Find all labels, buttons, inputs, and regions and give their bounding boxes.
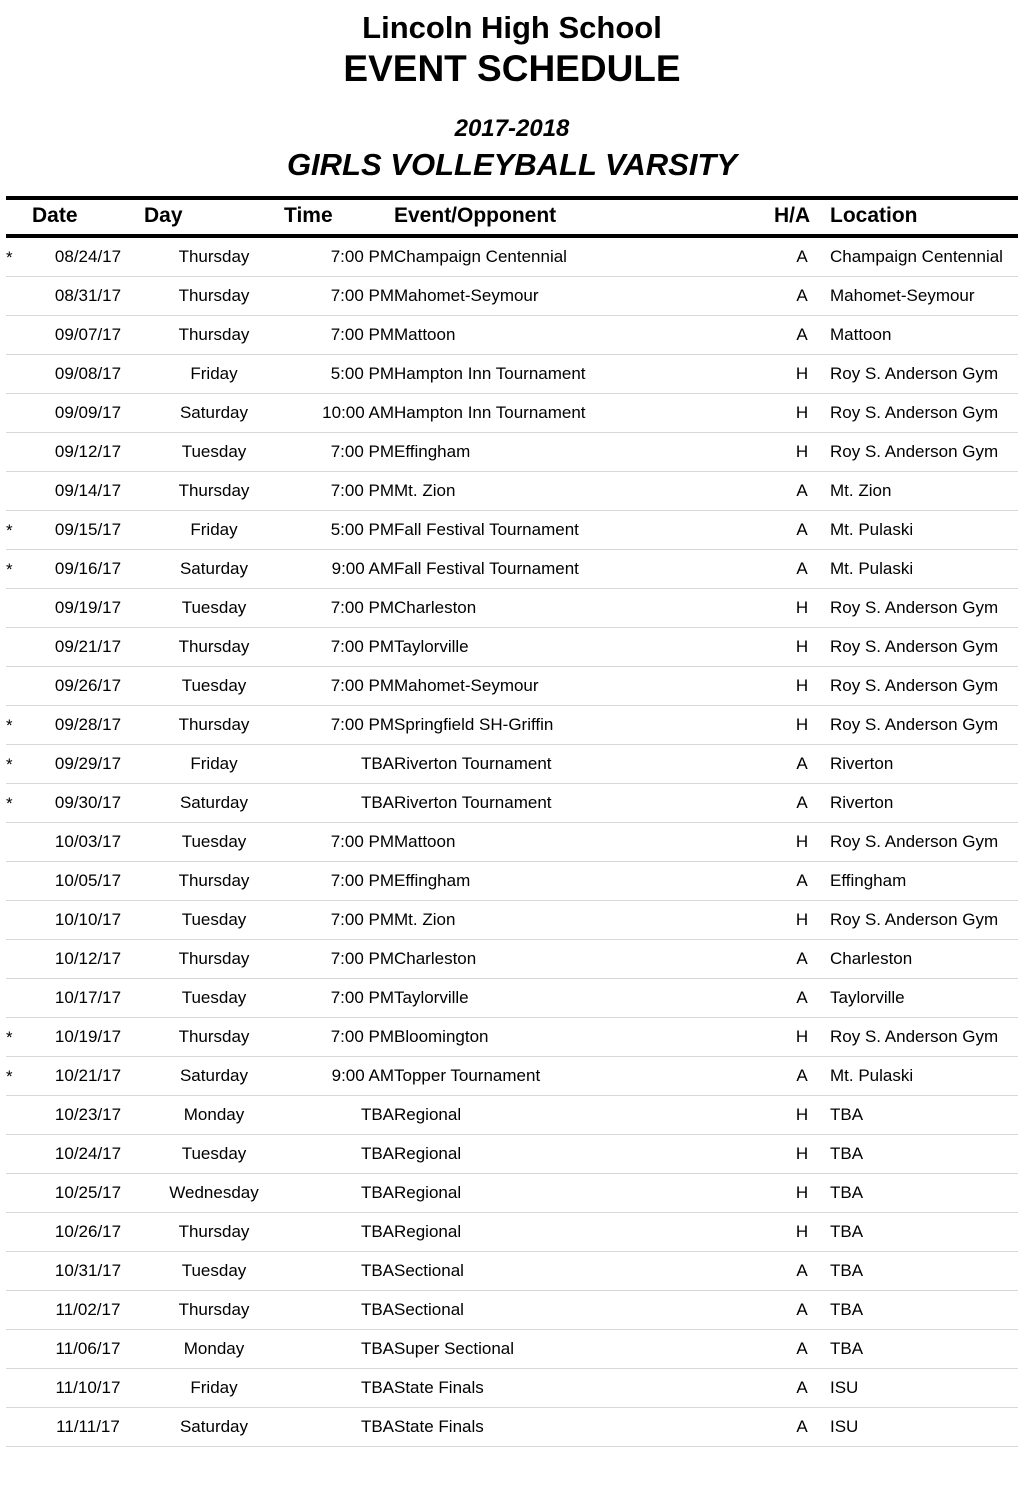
row-time: 7:00 PM — [284, 277, 394, 316]
row-time: 7:00 PM — [284, 472, 394, 511]
column-header-location: Location — [830, 204, 918, 228]
row-day: Friday — [144, 355, 284, 394]
row-ha: A — [774, 472, 830, 511]
table-row — [6, 1174, 1018, 1213]
row-time: TBA — [284, 1213, 394, 1252]
row-location: TBA — [830, 1291, 1018, 1330]
row-date: 10/03/17 — [32, 823, 144, 862]
row-location: Taylorville — [830, 979, 1018, 1018]
table-row — [6, 667, 1018, 706]
row-date: 09/15/17 — [32, 511, 144, 550]
table-row — [6, 236, 1018, 277]
row-event: Riverton Tournament — [394, 784, 774, 823]
row-event: Mahomet-Seymour — [394, 667, 774, 706]
row-date: 11/02/17 — [32, 1291, 144, 1330]
row-day: Thursday — [144, 1018, 284, 1057]
row-event: Fall Festival Tournament — [394, 511, 774, 550]
row-event: State Finals — [394, 1369, 774, 1408]
row-time: TBA — [284, 1369, 394, 1408]
row-ha: A — [774, 979, 830, 1018]
table-row — [6, 1096, 1018, 1135]
row-location: Roy S. Anderson Gym — [830, 433, 1018, 472]
row-location: TBA — [830, 1096, 1018, 1135]
row-location: Charleston — [830, 940, 1018, 979]
row-time: 9:00 AM — [284, 1057, 394, 1096]
row-date: 09/30/17 — [32, 784, 144, 823]
row-star — [6, 277, 32, 316]
row-event: Mattoon — [394, 316, 774, 355]
document-header — [0, 0, 1024, 182]
row-date: 10/10/17 — [32, 901, 144, 940]
row-event: Hampton Inn Tournament — [394, 355, 774, 394]
row-day: Thursday — [144, 862, 284, 901]
row-event: Sectional — [394, 1252, 774, 1291]
row-star — [6, 862, 32, 901]
column-header-date: Date — [32, 204, 78, 228]
table-row — [6, 433, 1018, 472]
row-ha: H — [774, 901, 830, 940]
row-date: 10/24/17 — [32, 1135, 144, 1174]
row-date: 09/07/17 — [32, 316, 144, 355]
table-row — [6, 784, 1018, 823]
table-row — [6, 862, 1018, 901]
row-ha: A — [774, 1057, 830, 1096]
row-time: TBA — [284, 1408, 394, 1447]
row-ha: A — [774, 277, 830, 316]
row-event: Taylorville — [394, 979, 774, 1018]
row-time: TBA — [284, 1174, 394, 1213]
row-star — [6, 667, 32, 706]
row-time: 7:00 PM — [284, 823, 394, 862]
row-location: Roy S. Anderson Gym — [830, 901, 1018, 940]
row-date: 09/16/17 — [32, 550, 144, 589]
row-ha: A — [774, 745, 830, 784]
row-star — [6, 394, 32, 433]
row-date: 10/25/17 — [32, 1174, 144, 1213]
row-event: Regional — [394, 1174, 774, 1213]
row-time: TBA — [284, 1291, 394, 1330]
table-row — [6, 589, 1018, 628]
row-date: 11/06/17 — [32, 1330, 144, 1369]
row-ha: A — [774, 1330, 830, 1369]
row-date: 11/10/17 — [32, 1369, 144, 1408]
row-ha: A — [774, 511, 830, 550]
row-date: 09/14/17 — [32, 472, 144, 511]
row-ha: H — [774, 706, 830, 745]
row-location: Mt. Zion — [830, 472, 1018, 511]
table-row — [6, 511, 1018, 550]
row-ha: A — [774, 316, 830, 355]
row-time: 5:00 PM — [284, 511, 394, 550]
row-location: TBA — [830, 1135, 1018, 1174]
row-event: Bloomington — [394, 1018, 774, 1057]
row-day: Thursday — [144, 706, 284, 745]
row-day: Saturday — [144, 784, 284, 823]
column-header-event: Event/Opponent — [394, 204, 557, 228]
row-star — [6, 1291, 32, 1330]
table-row — [6, 901, 1018, 940]
row-location: Roy S. Anderson Gym — [830, 667, 1018, 706]
row-event: Springfield SH-Griffin — [394, 706, 774, 745]
row-day: Thursday — [144, 1213, 284, 1252]
school-name: Lincoln High School — [362, 10, 662, 45]
row-event: Topper Tournament — [394, 1057, 774, 1096]
row-star — [6, 1213, 32, 1252]
row-day: Friday — [144, 511, 284, 550]
row-location: Roy S. Anderson Gym — [830, 823, 1018, 862]
row-date: 10/26/17 — [32, 1213, 144, 1252]
row-ha: A — [774, 1291, 830, 1330]
row-location: TBA — [830, 1174, 1018, 1213]
row-event: Sectional — [394, 1291, 774, 1330]
row-event: Champaign Centennial — [394, 236, 774, 277]
row-day: Tuesday — [144, 1252, 284, 1291]
row-star: * — [6, 236, 32, 277]
row-date: 10/17/17 — [32, 979, 144, 1018]
table-row — [6, 1291, 1018, 1330]
row-day: Tuesday — [144, 589, 284, 628]
row-event: Super Sectional — [394, 1330, 774, 1369]
row-date: 10/19/17 — [32, 1018, 144, 1057]
row-location: Mt. Pulaski — [830, 550, 1018, 589]
row-star: * — [6, 706, 32, 745]
row-date: 10/12/17 — [32, 940, 144, 979]
row-event: Mahomet-Seymour — [394, 277, 774, 316]
row-ha: H — [774, 1174, 830, 1213]
row-time: 7:00 PM — [284, 589, 394, 628]
row-date: 10/21/17 — [32, 1057, 144, 1096]
row-star: * — [6, 745, 32, 784]
table-row — [6, 1252, 1018, 1291]
row-ha: H — [774, 667, 830, 706]
row-star: * — [6, 784, 32, 823]
row-day: Saturday — [144, 394, 284, 433]
row-ha: H — [774, 589, 830, 628]
row-day: Thursday — [144, 277, 284, 316]
row-event: Effingham — [394, 862, 774, 901]
row-location: TBA — [830, 1330, 1018, 1369]
row-date: 09/08/17 — [32, 355, 144, 394]
row-ha: H — [774, 1018, 830, 1057]
row-ha: A — [774, 550, 830, 589]
row-ha: A — [774, 1252, 830, 1291]
row-date: 09/26/17 — [32, 667, 144, 706]
row-star — [6, 628, 32, 667]
row-ha: H — [774, 1135, 830, 1174]
column-header-time: Time — [284, 204, 333, 228]
row-date: 10/23/17 — [32, 1096, 144, 1135]
row-location: Roy S. Anderson Gym — [830, 706, 1018, 745]
table-row — [6, 940, 1018, 979]
row-star — [6, 1330, 32, 1369]
row-day: Friday — [144, 745, 284, 784]
row-location: Roy S. Anderson Gym — [830, 589, 1018, 628]
row-location: Riverton — [830, 784, 1018, 823]
row-date: 08/31/17 — [32, 277, 144, 316]
row-day: Saturday — [144, 550, 284, 589]
row-star — [6, 589, 32, 628]
row-location: Roy S. Anderson Gym — [830, 355, 1018, 394]
row-date: 08/24/17 — [32, 236, 144, 277]
row-time: TBA — [284, 784, 394, 823]
row-event: Charleston — [394, 940, 774, 979]
row-location: Champaign Centennial — [830, 236, 1018, 277]
row-event: Riverton Tournament — [394, 745, 774, 784]
row-star — [6, 1096, 32, 1135]
table-row — [6, 394, 1018, 433]
table-row — [6, 1213, 1018, 1252]
row-date: 09/28/17 — [32, 706, 144, 745]
row-star — [6, 823, 32, 862]
row-star — [6, 472, 32, 511]
row-day: Thursday — [144, 628, 284, 667]
row-time: TBA — [284, 1330, 394, 1369]
row-day: Wednesday — [144, 1174, 284, 1213]
row-date: 09/29/17 — [32, 745, 144, 784]
row-location: Mt. Pulaski — [830, 511, 1018, 550]
row-location: ISU — [830, 1408, 1018, 1447]
row-time: TBA — [284, 1252, 394, 1291]
row-event: Fall Festival Tournament — [394, 550, 774, 589]
row-event: Regional — [394, 1096, 774, 1135]
row-time: 7:00 PM — [284, 667, 394, 706]
column-header-star — [6, 200, 32, 236]
row-ha: H — [774, 1213, 830, 1252]
row-time: 7:00 PM — [284, 236, 394, 277]
table-row — [6, 277, 1018, 316]
row-star — [6, 316, 32, 355]
table-header-row — [6, 200, 1018, 236]
table-row — [6, 355, 1018, 394]
row-ha: H — [774, 823, 830, 862]
row-time: 7:00 PM — [284, 901, 394, 940]
row-star — [6, 940, 32, 979]
row-event: Effingham — [394, 433, 774, 472]
row-ha: A — [774, 784, 830, 823]
table-row — [6, 1408, 1018, 1447]
row-location: Roy S. Anderson Gym — [830, 1018, 1018, 1057]
row-ha: A — [774, 862, 830, 901]
row-star: * — [6, 1057, 32, 1096]
row-ha: H — [774, 628, 830, 667]
row-location: Roy S. Anderson Gym — [830, 394, 1018, 433]
row-day: Thursday — [144, 472, 284, 511]
row-event: Mt. Zion — [394, 472, 774, 511]
row-star: * — [6, 1018, 32, 1057]
row-star: * — [6, 511, 32, 550]
row-star: * — [6, 550, 32, 589]
row-event: Mt. Zion — [394, 901, 774, 940]
row-time: TBA — [284, 745, 394, 784]
row-ha: H — [774, 433, 830, 472]
row-date: 10/05/17 — [32, 862, 144, 901]
row-star — [6, 1174, 32, 1213]
row-time: 7:00 PM — [284, 706, 394, 745]
row-time: TBA — [284, 1096, 394, 1135]
row-location: Effingham — [830, 862, 1018, 901]
schedule-table-body — [6, 236, 1018, 1447]
table-row — [6, 1057, 1018, 1096]
table-row — [6, 316, 1018, 355]
row-time: 7:00 PM — [284, 979, 394, 1018]
column-header-day: Day — [144, 204, 183, 228]
page-title: EVENT SCHEDULE — [343, 47, 681, 89]
row-time: 7:00 PM — [284, 628, 394, 667]
row-ha: H — [774, 355, 830, 394]
sport-label: GIRLS VOLLEYBALL VARSITY — [286, 146, 738, 182]
table-row — [6, 1330, 1018, 1369]
row-date: 11/11/17 — [32, 1408, 144, 1447]
row-event: Regional — [394, 1213, 774, 1252]
row-day: Saturday — [144, 1057, 284, 1096]
row-time: 9:00 AM — [284, 550, 394, 589]
table-row — [6, 1369, 1018, 1408]
row-event: State Finals — [394, 1408, 774, 1447]
row-location: TBA — [830, 1252, 1018, 1291]
table-row — [6, 628, 1018, 667]
row-location: Mt. Pulaski — [830, 1057, 1018, 1096]
table-row — [6, 745, 1018, 784]
row-time: 7:00 PM — [284, 940, 394, 979]
row-day: Tuesday — [144, 823, 284, 862]
table-row — [6, 823, 1018, 862]
row-day: Monday — [144, 1096, 284, 1135]
row-star — [6, 1369, 32, 1408]
row-star — [6, 901, 32, 940]
table-row — [6, 1018, 1018, 1057]
table-row — [6, 979, 1018, 1018]
row-time: 7:00 PM — [284, 433, 394, 472]
row-day: Thursday — [144, 1291, 284, 1330]
row-day: Tuesday — [144, 433, 284, 472]
row-location: Mattoon — [830, 316, 1018, 355]
column-header-ha: H/A — [774, 204, 811, 228]
row-time: 10:00 AM — [284, 394, 394, 433]
row-time: 7:00 PM — [284, 862, 394, 901]
row-event: Charleston — [394, 589, 774, 628]
row-location: TBA — [830, 1213, 1018, 1252]
row-day: Thursday — [144, 316, 284, 355]
row-date: 09/21/17 — [32, 628, 144, 667]
row-ha: H — [774, 394, 830, 433]
row-star — [6, 1408, 32, 1447]
row-time: 7:00 PM — [284, 316, 394, 355]
row-day: Thursday — [144, 940, 284, 979]
row-day: Saturday — [144, 1408, 284, 1447]
row-location: Roy S. Anderson Gym — [830, 628, 1018, 667]
row-star — [6, 1252, 32, 1291]
schedule-table — [6, 200, 1018, 1447]
row-location: Mahomet-Seymour — [830, 277, 1018, 316]
row-event: Hampton Inn Tournament — [394, 394, 774, 433]
row-ha: A — [774, 1369, 830, 1408]
row-day: Tuesday — [144, 1135, 284, 1174]
row-ha: A — [774, 236, 830, 277]
row-ha: A — [774, 940, 830, 979]
row-event: Taylorville — [394, 628, 774, 667]
row-day: Tuesday — [144, 667, 284, 706]
table-row — [6, 472, 1018, 511]
row-day: Tuesday — [144, 979, 284, 1018]
row-day: Monday — [144, 1330, 284, 1369]
row-time: 7:00 PM — [284, 1018, 394, 1057]
row-ha: A — [774, 1408, 830, 1447]
table-row — [6, 1135, 1018, 1174]
row-day: Friday — [144, 1369, 284, 1408]
row-date: 09/19/17 — [32, 589, 144, 628]
row-day: Thursday — [144, 236, 284, 277]
row-date: 09/09/17 — [32, 394, 144, 433]
season-label: 2017-2018 — [454, 115, 570, 143]
row-event: Mattoon — [394, 823, 774, 862]
row-ha: H — [774, 1096, 830, 1135]
row-date: 10/31/17 — [32, 1252, 144, 1291]
table-row — [6, 550, 1018, 589]
row-star — [6, 433, 32, 472]
row-day: Tuesday — [144, 901, 284, 940]
row-time: 5:00 PM — [284, 355, 394, 394]
row-event: Regional — [394, 1135, 774, 1174]
row-star — [6, 979, 32, 1018]
row-time: TBA — [284, 1135, 394, 1174]
row-date: 09/12/17 — [32, 433, 144, 472]
table-row — [6, 706, 1018, 745]
row-star — [6, 1135, 32, 1174]
row-location: Riverton — [830, 745, 1018, 784]
row-star — [6, 355, 32, 394]
row-location: ISU — [830, 1369, 1018, 1408]
